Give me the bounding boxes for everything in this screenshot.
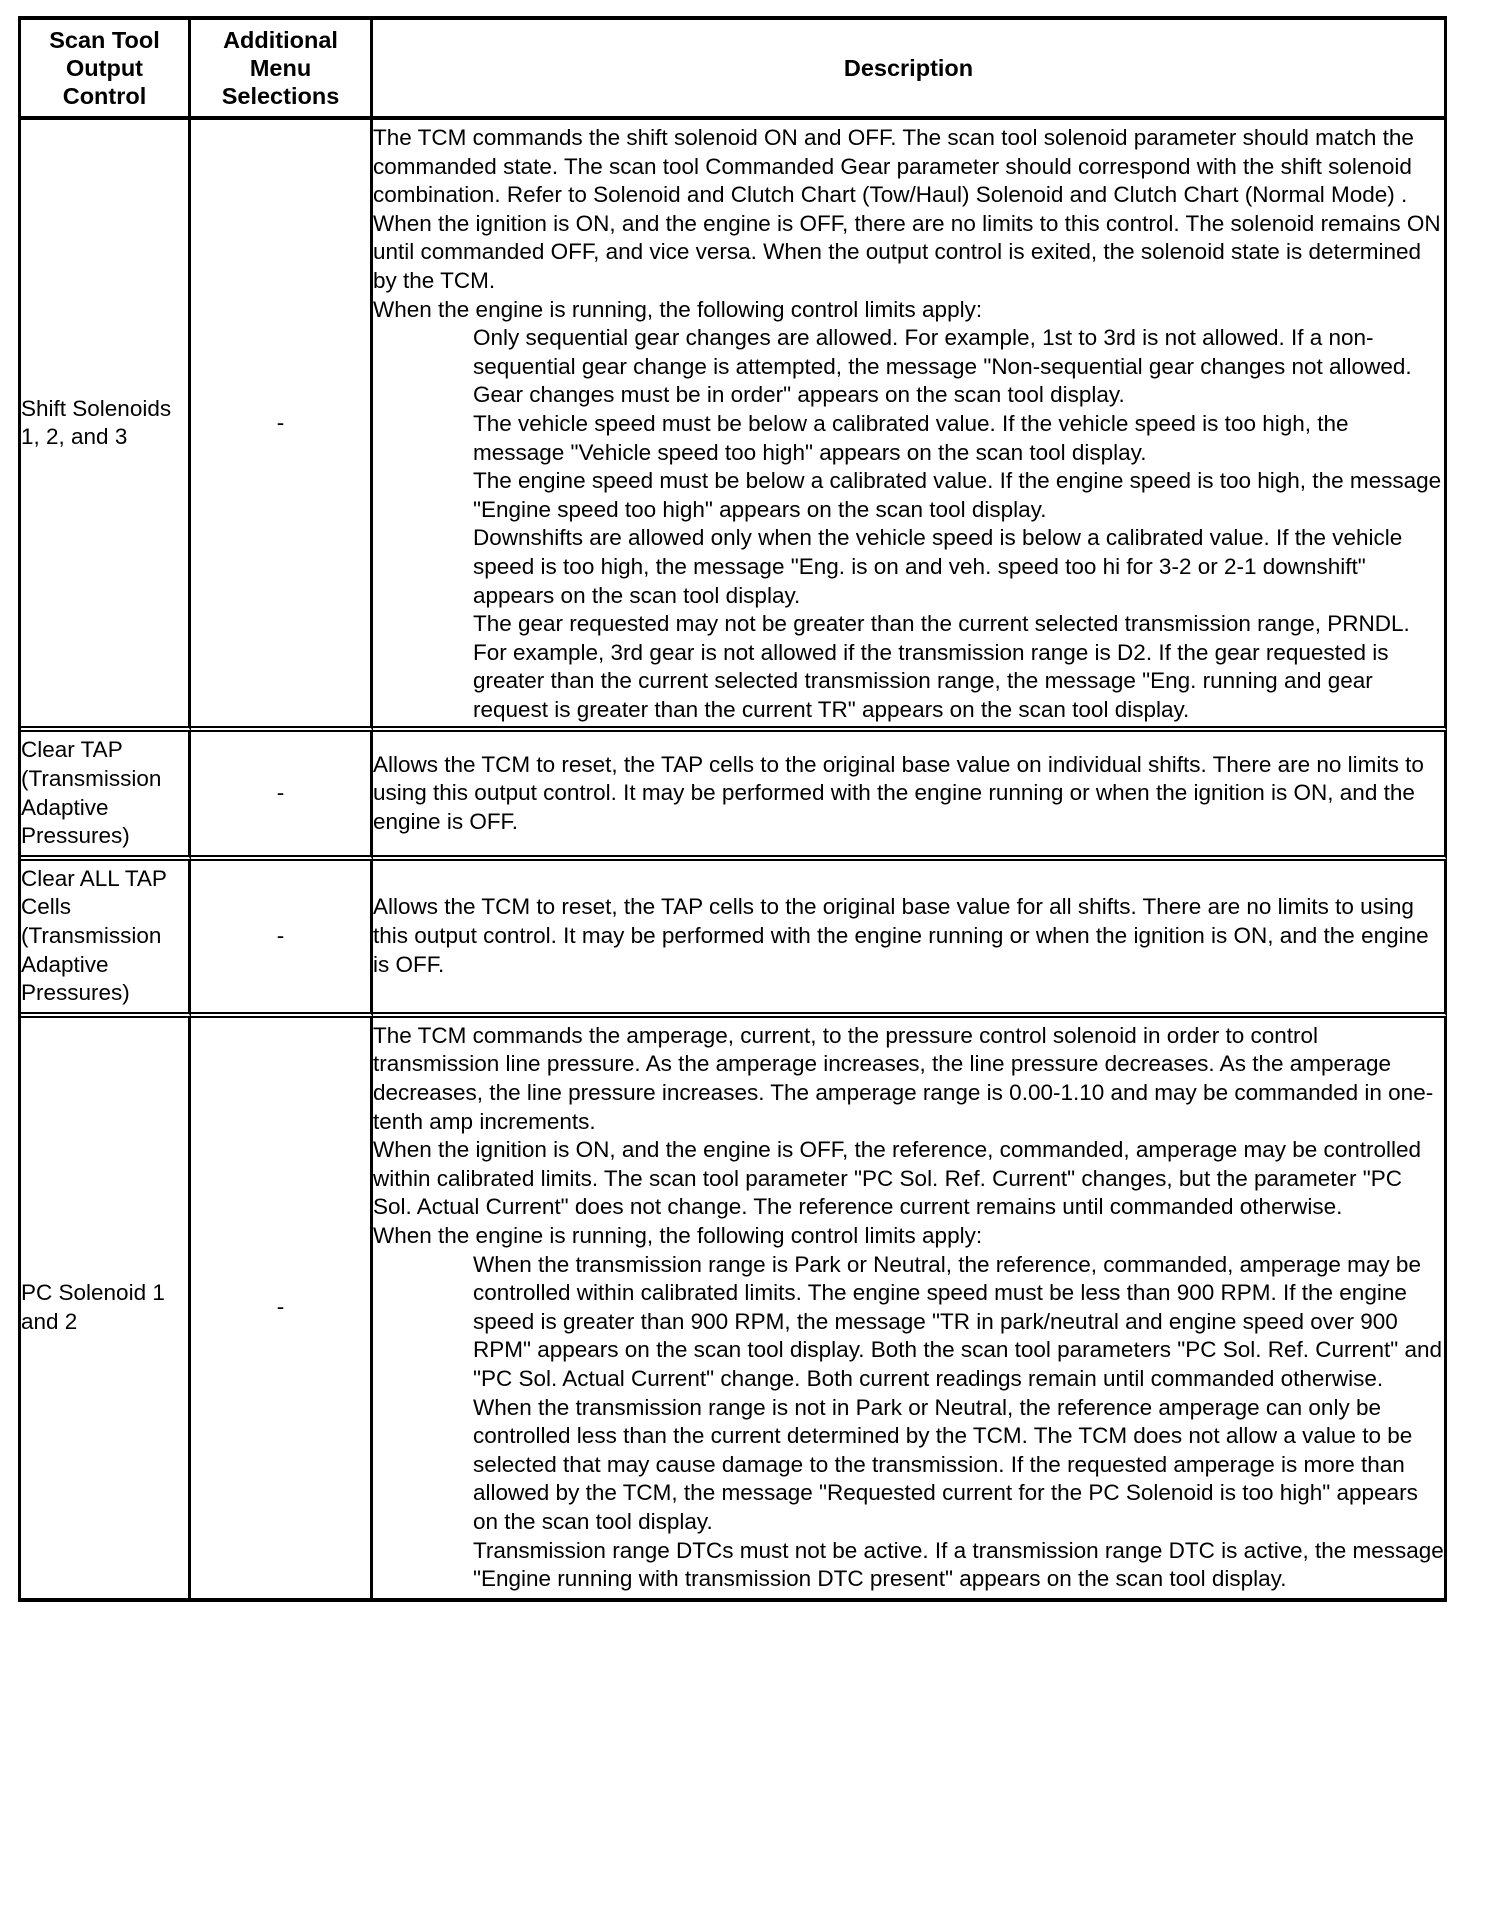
control-limit-item: The vehicle speed must be below a calibrated value. If the vehicle speed is too high, the message "Vehicle speed too high" appears on the scan tool display. [473,410,1349,465]
description-paragraph: The TCM commands the shift solenoid ON and OFF. The scan tool solenoid parameter should match the commanded state. The scan tool Commanded Gear parameter should correspond with the shift solenoid combination. Refer to Solenoid and Clutch Chart (Tow/Haul) Solenoid and Clutch Chart (Normal Mode) . [373,125,1414,208]
description-paragraph: The TCM commands the amperage, current, to the pressure control solenoid in order to control transmission line pressure. As the amperage increases, the line pressure decreases. As the amperage decreases, the line pressure increases. The amperage range is 0.00-1.10 and may be commanded in one-tenth amp increments. [373,1022,1434,1134]
description-paragraph: When the engine is running, the following control limits apply: [373,1222,983,1248]
control-limit-item: When the transmission range is Park or Neutral, the reference, commanded, amperage may be controlled within calibrated limits. The engine speed must be less than 900 RPM. If the engine speed is greater than 900 RPM, the message "TR in park/neutral and engine speed over 900 RPM" appears on the scan tool display. Both the scan tool parameters "PC Sol. Ref. Current" and "PC Sol. Actual Current" change. Both current readings remain until commanded otherwise. [473,1251,1443,1391]
menu-selection: - [191,861,373,1018]
description-paragraph: When the engine is running, the following control limits apply: [373,296,983,322]
table-row-clear-all-tap-cells [21,861,1447,1018]
description-paragraph: When the ignition is ON, and the engine is OFF, there are no limits to this control. The solenoid remains ON until commanded OFF, and vice versa. When the output control is exited, the solenoid state is determined by the TCM. [373,210,1441,293]
control-name: Shift Solenoids 1, 2, and 3 [21,120,191,732]
control-name: Clear ALL TAP Cells (Transmission Adaptive Pressures) [21,861,191,1018]
description-cell [373,732,1447,860]
menu-selection: - [191,732,373,860]
header-description: Description [373,20,1447,120]
output-control-table [18,16,1447,1602]
table-row-clear-tap [21,732,1447,860]
menu-selection: - [191,1018,373,1602]
header-output-control: Scan Tool Output Control [21,20,191,120]
menu-selection: - [191,120,373,732]
description-paragraph: Allows the TCM to reset, the TAP cells to the original base value on individual shifts. There are no limits to using this output control. It may be performed with the engine running or when the ignition is ON, and the engine is OFF. [373,751,1424,834]
control-limit-item: The engine speed must be below a calibrated value. If the engine speed is too high, the message "Engine speed too high" appears on the scan tool display. [473,468,1442,522]
header-menu-selections: Additional Menu Selections [191,20,373,120]
description-paragraph: Allows the TCM to reset, the TAP cells to the original base value for all shifts. There are no limits to using this output control. It may be performed with the engine running or when the ignition is ON, and the engine is OFF. [373,894,1429,977]
table-row-pc-solenoid [21,1018,1447,1602]
control-name: PC Solenoid 1 and 2 [21,1018,191,1602]
control-limit-item: The gear requested may not be greater than the current selected transmission range, PRNDL. For example, 3rd gear is not allowed if the transmission range is D2. If the gear requested is greater than the current selected transmission range, the message "Eng. running and gear request is greater than the current TR" appears on the scan tool display. [473,611,1410,722]
description-paragraph: When the ignition is ON, and the engine is OFF, the reference, commanded, amperage may be controlled within calibrated limits. The scan tool parameter "PC Sol. Ref. Current" changes, but the parameter "PC Sol. Actual Current" does not change. The reference current remains until commanded otherwise. [373,1137,1422,1220]
control-limit-item: Downshifts are allowed only when the vehicle speed is below a calibrated value. If the vehicle speed is too high, the message "Eng. is on and veh. speed too hi for 3-2 or 2-1 downshift" appears on the scan tool display. [473,525,1403,608]
description-cell [373,120,1447,732]
control-limit-item: Transmission range DTCs must not be active. If a transmission range DTC is active, the message "Engine running with transmission DTC present" appears on the scan tool display. [473,1537,1444,1592]
description-cell [373,861,1447,1018]
table-row-shift-solenoids [21,120,1447,732]
control-limit-item: When the transmission range is not in Park or Neutral, the reference amperage can only be controlled less than the current determined by the TCM. The TCM does not allow a value to be selected that may cause damage to the transmission. If the requested amperage is more than allowed by the TCM, the message "Requested current for the PC Solenoid is too high" appears on the scan tool display. [473,1394,1418,1534]
description-cell [373,1018,1447,1602]
header-row [21,20,1447,120]
control-limit-item: Only sequential gear changes are allowed. For example, 1st to 3rd is not allowed. If a non-sequential gear change is attempted, the message "Non-sequential gear changes not allowed. Gear changes must be in order" appears on the scan tool display. [473,325,1412,408]
output-control-table-sheet [18,16,1444,1602]
control-name: Clear TAP (Transmission Adaptive Pressures) [21,732,191,860]
